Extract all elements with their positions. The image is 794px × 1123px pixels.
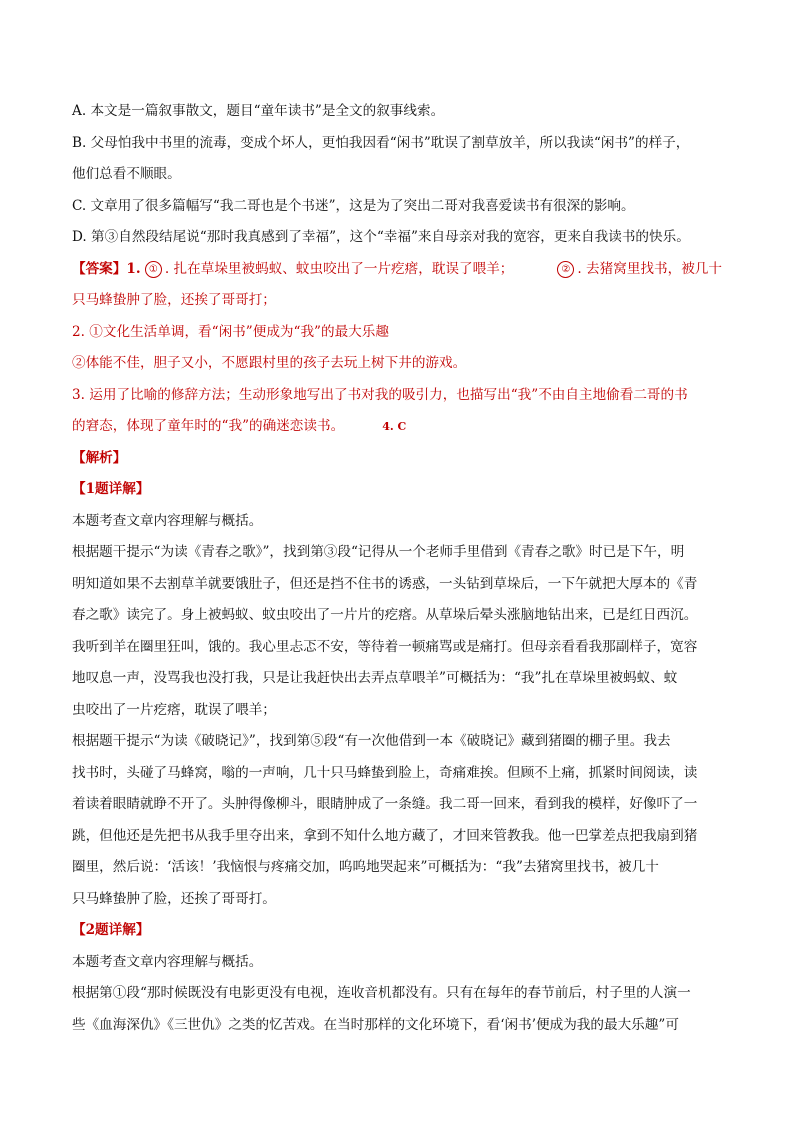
option-b-line2: 他们总看不顺眼。 (72, 166, 181, 182)
q2-intro: 本题考查文章内容理解与概括。 (72, 953, 263, 970)
paragraph-line: 明知道如果不去割草羊就要饿肚子，但还是挡不住书的诱惑，一头钻到草垛后，一下午就把大厚本的《青 (72, 575, 698, 592)
paragraph-line: 些《血海深仇》《三世仇》之类的忆苦戏。在当时那样的文化环境下，看‘闲书’便成为我的最大乐趣”可 (72, 1016, 679, 1033)
option-b-line1: B. 父母怕我中书里的流毒，变成个坏人，更怕我因看“闲书”耽误了割草放羊，所以我读“闲书”的样子， (72, 134, 690, 151)
option-c: C. 文章用了很多篇幅写“我二哥也是个书迷”，这是为了突出二哥对我喜爱读书有很深的影响。 (72, 197, 635, 214)
paragraph-line: 圈里，然后说：‘活该！’我恼恨与疼痛交加，呜呜地哭起来”可概括为：“我”去猪窝里找书，被几十 (72, 859, 659, 875)
paragraph-line: 我听到羊在圈里狂叫，饿的。我心里忐忑不安，等待着一顿痛骂或是痛打。但母亲看看我那副样子，宽容 (72, 638, 698, 655)
answer-q1-part2: . 去猪窝里找书，被几十 (577, 260, 722, 277)
answer-q1-line2: 只马蜂蛰肿了脸，还挨了哥哥打； (72, 292, 276, 308)
q1-detail-tag: 【1题详解】 (72, 481, 150, 497)
paragraph-line: 根据第①段“那时候既没有电影更没有电视，连收音机都没有。只有在每年的春节前后，村子里的人演一 (72, 985, 691, 1001)
q2-paragraph-1 (72, 978, 724, 1041)
q1-intro: 本题考查文章内容理解与概括。 (72, 512, 263, 529)
paragraph-line: 跳，但他还是先把书从我手里夺出来，拿到不知什么地方藏了，才回来管教我。他一巴掌差点把我扇到猪 (72, 827, 698, 844)
option-a: A. 本文是一篇叙事散文，题目“童年读书”是全文的叙事线索。 (72, 103, 445, 119)
circled-one-mark: ① (145, 261, 162, 278)
answer-q3-line2-text: 的窘态，体现了童年时的“我”的确迷恋读书。 (72, 418, 345, 434)
paragraph-line: 着读着眼睛就睁不开了。头肿得像柳斗，眼睛肿成了一条缝。我二哥一回来，看到我的模样，好像吓了一 (72, 796, 698, 812)
answer-line-1 (72, 254, 724, 286)
paragraph-line: 找书时，头碰了马蜂窝，嗡的一声响，几十只马蜂蛰到脸上，奇痛难挨。但顾不上痛，抓紧时间阅读，读 (72, 764, 698, 781)
answer-q1-number: 1. (126, 260, 141, 277)
answer-q2-line2: ②体能不佳，胆子又小，不愿跟村里的孩子去玩上树下井的游戏。 (72, 355, 467, 371)
paragraph-line: 地叹息一声，没骂我也没打我，只是让我赶快出去弄点草喂羊”可概括为：“我”扎在草垛里被蚂蚁、蚊 (72, 670, 678, 686)
answer-q1-part1: . 扎在草垛里被蚂蚁、蚊虫咬出了一片疙瘩，耽误了喂羊； (164, 260, 514, 277)
answer-q3-line2 (72, 411, 724, 443)
q2-detail-tag: 【2题详解】 (72, 922, 150, 938)
analysis-tag: 【解析】 (72, 449, 127, 466)
q1-paragraph-2 (72, 726, 724, 915)
q1-paragraph-1 (72, 537, 724, 726)
paragraph-line: 只马蜂蛰肿了脸，还挨了哥哥打。 (72, 890, 276, 907)
answer-q4: 4. C (382, 420, 407, 433)
paragraph-line: 春之歌》读完了。身上被蚂蚁、蚊虫咬出了一片片的疙瘩。从草垛后晕头涨脑地钻出来，已是红日西沉。 (72, 607, 698, 623)
paragraph-line: 根据题干提示“为读《青春之歌》”，找到第③段“记得从一个老师手里借到《青春之歌》时已是下午，明 (72, 544, 685, 560)
option-d: D. 第③自然段结尾说“那时我真感到了幸福”，这个“幸福”来自母亲对我的宽容，更来自我读书的快乐。 (72, 229, 690, 245)
answer-q3-line1: 3. 运用了比喻的修辞方法；生动形象地写出了书对我的吸引力，也描写出“我”不由自主地偷看二哥的书 (72, 386, 688, 403)
answer-tag: 【答案】 (72, 260, 127, 277)
paragraph-line: 虫咬出了一片疙瘩，耽误了喂羊； (72, 701, 276, 718)
circled-two-mark: ② (557, 261, 574, 278)
answer-q2-line1: 2. ①文化生活单调，看“闲书”便成为“我”的最大乐趣 (72, 323, 389, 340)
paragraph-line: 根据题干提示“为读《破晓记》”，找到第⑤段“有一次他借到一本《破晓记》藏到猪圈的棚子里。我去 (72, 733, 671, 749)
